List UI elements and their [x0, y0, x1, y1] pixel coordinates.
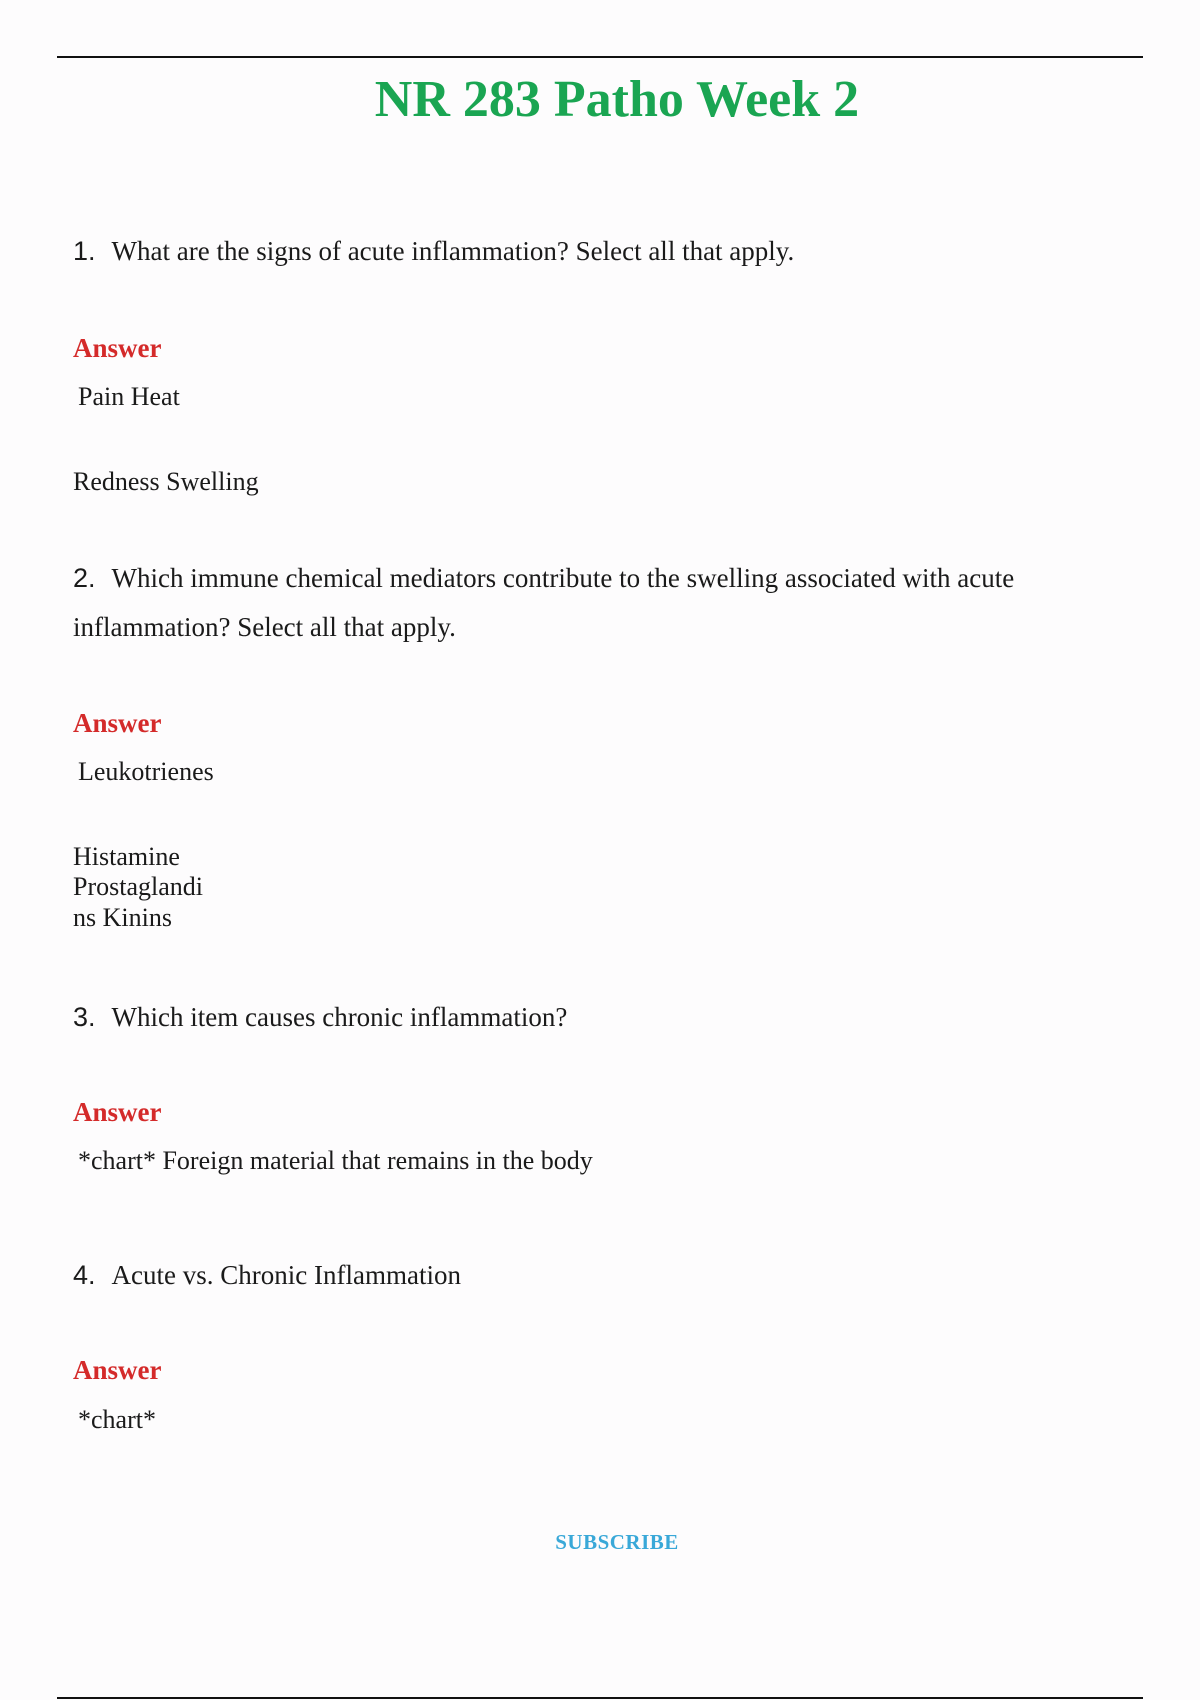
answer-line: Redness Swelling: [73, 467, 259, 496]
answer-line: *chart* Foreign material that remains in the body: [78, 1146, 593, 1175]
question-text: Acute vs. Chronic Inflammation: [111, 1260, 461, 1290]
answer-line: Histamine: [73, 842, 180, 871]
answer-label: Answer: [73, 333, 162, 363]
bottom-rule: [57, 1697, 1143, 1699]
question-number: 3.: [73, 1002, 96, 1032]
answer-label: Answer: [73, 708, 162, 738]
question-number: 4.: [73, 1260, 96, 1290]
question-2: [73, 554, 1073, 652]
answer-label: Answer: [73, 1355, 162, 1385]
document-title: NR 283 Patho Week 2: [374, 71, 860, 128]
answer-line: ns Kinins: [73, 903, 172, 932]
answer-line: Pain Heat: [78, 382, 180, 411]
question-number: 1.: [73, 236, 96, 266]
answer-label: Answer: [73, 1097, 162, 1127]
answer-line: *chart*: [78, 1405, 156, 1434]
question-4: [73, 1251, 1073, 1300]
answer-line: Prostaglandi: [73, 872, 203, 901]
question-3: [73, 993, 1073, 1042]
top-rule: [57, 56, 1143, 58]
question-text: Which item causes chronic inflammation?: [111, 1002, 568, 1032]
question-text: What are the signs of acute inflammation? Select all that apply.: [111, 236, 795, 266]
question-number: 2.: [73, 563, 96, 593]
answer-line: Leukotrienes: [78, 757, 214, 786]
subscribe-link[interactable]: SUBSCRIBE: [555, 1530, 679, 1554]
question-text: Which immune chemical mediators contribute to the swelling associated with acute inflammation? Select all that apply.: [73, 563, 1015, 642]
question-1: [73, 227, 1073, 276]
